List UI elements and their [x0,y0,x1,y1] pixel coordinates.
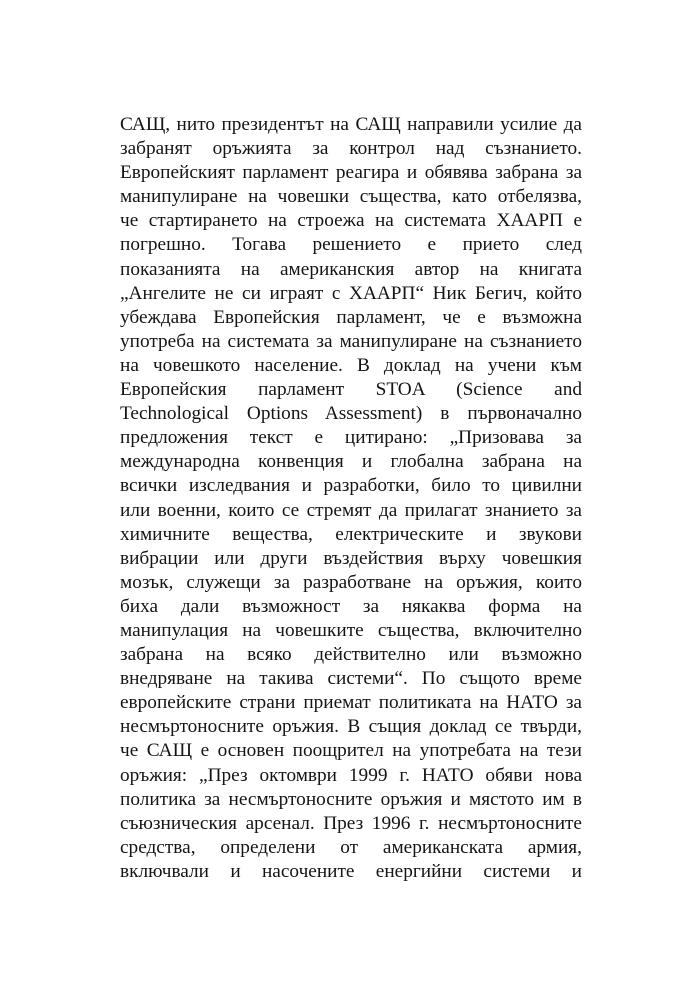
text-line: употреба на системата за манипулиране на съзнанието [120,330,582,352]
body-text [120,113,582,884]
text-line: внедряване на такива системи“. По същото време [120,668,582,690]
text-line: че САЩ е основен поощрител на употребата на тези [120,740,582,762]
text-line: химичните вещества, електрическите и звукови [120,523,582,545]
text-line: всички изследвания и разработки, било то цивилни [120,475,582,497]
text-line: политика за несмъртоносните оръжия и мястото им в [120,788,582,810]
text-line: забранят оръжията за контрол над съзнанието. [120,138,582,160]
text-line: европейските страни приемат политиката на НАТО за [120,692,582,714]
text-line: „Ангелите не си играят с ХААРП“ Ник Бегич, който [120,282,582,304]
text-line: или военни, които се стремят да прилагат знанието за [120,499,582,521]
text-line: предложения текст е цитирано: „Призовава за [120,427,582,449]
text-line: Европейския парламент STOA (Science and [120,379,582,401]
text-line: САЩ, нито президентът на САЩ направили усилие да [120,114,582,135]
text-line: забрана на всяко действително или възможно [120,644,582,666]
text-line: международна конвенция и глобална забрана на [120,451,582,473]
text-line: манипулиране на човешки същества, като отбелязва, [120,186,582,208]
text-line: средства, определени от американската армия, [120,836,582,858]
text-line: несмъртоносните оръжия. В същия доклад се твърди, [120,716,582,738]
text-line: Technological Options Assessment) в първоначално [120,403,582,425]
text-line: на човешкото население. В доклад на учени към [120,354,582,376]
text-line: погрешно. Тогава решението е прието след [120,234,582,256]
text-line: показанията на американския автор на книгата [120,258,582,280]
text-line: че стартирането на строежа на системата ХААРП е [120,210,582,232]
text-line: включвали и насочените енергийни системи и [120,860,582,882]
text-line: съюзническия арсенал. През 1996 г. несмъртоносните [120,812,582,834]
text-line: оръжия: „През октомври 1999 г. НАТО обяви нова [120,764,582,786]
text-line: мозък, служещи за разработване на оръжия, които [120,571,582,593]
text-line: манипулация на човешките същества, включително [120,619,582,641]
text-line: биха дали възможност за някаква форма на [120,595,582,617]
text-line: Европейският парламент реагира и обявява забрана за [120,162,582,184]
text-line: вибрации или други въздействия върху човешкия [120,547,582,569]
text-line: убеждава Европейския парламент, че е възможна [120,306,582,328]
